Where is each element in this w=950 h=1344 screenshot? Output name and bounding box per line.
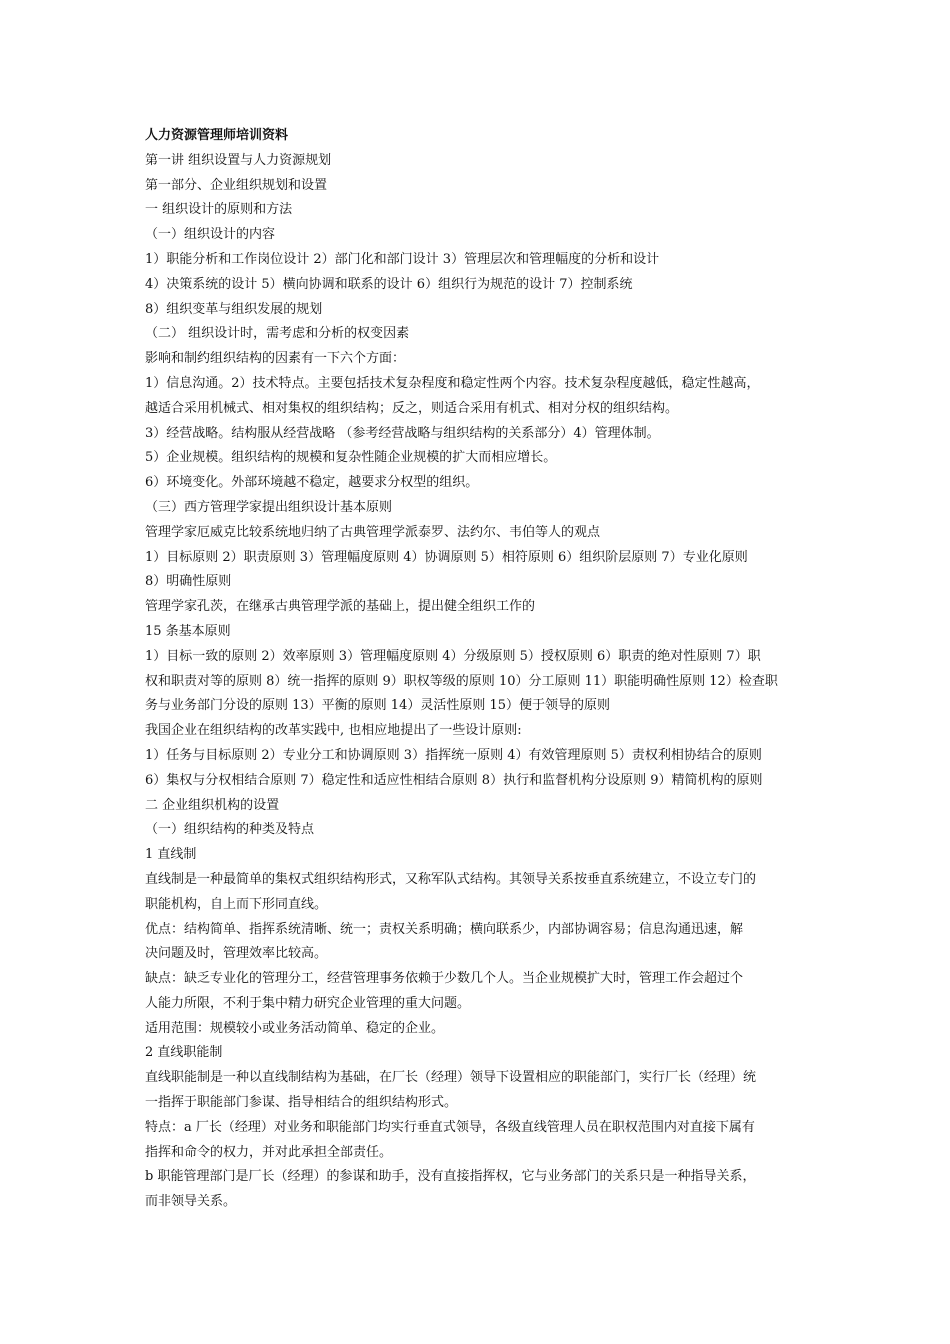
text-line: 1）目标原则 2）职责原则 3）管理幅度原则 4）协调原则 5）相符原则 6）组织阶层原则 7）专业化原则 [145, 549, 748, 565]
text-line: 8）明确性原则 [145, 574, 232, 590]
text-line: 特点：a 厂长（经理）对业务和职能部门均实行垂直式领导，各级直线管理人员在职权范围内对直接下属有 [145, 1119, 755, 1135]
text-line: 管理学家孔茨，在继承古典管理学派的基础上，提出健全组织工作的 [145, 599, 536, 615]
text-line: 8）组织变革与组织发展的规划 [145, 301, 323, 317]
text-line: 4）决策系统的设计 5）横向协调和联系的设计 6）组织行为规范的设计 7）控制系统 [145, 276, 633, 292]
document-lines [145, 149, 821, 1215]
text-line: 决问题及时，管理效率比较高。 [145, 946, 328, 962]
text-line: 一指挥于职能部门参谋、指导相结合的组织结构形式。 [145, 1095, 458, 1111]
text-line: 直线职能制是一种以直线制结构为基础，在厂长（经理）领导下设置相应的职能部门，实行厂长（经理）统 [145, 1070, 757, 1086]
text-line: （二） 组织设计时，需考虑和分析的权变因素 [145, 326, 410, 342]
text-line: 一 组织设计的原则和方法 [145, 202, 293, 218]
text-line: 5）企业规模。组织结构的规模和复杂性随企业规模的扩大而相应增长。 [145, 450, 557, 466]
text-line: 6）环境变化。外部环境越不稳定，越要求分权型的组织。 [145, 475, 479, 491]
text-line: 管理学家厄威克比较系统地归纳了古典管理学派泰罗、法约尔、韦伯等人的观点 [145, 524, 601, 540]
text-line: 而非领导关系。 [145, 1194, 237, 1210]
text-line: 2 直线职能制 [145, 1045, 223, 1061]
text-line: 二 企业组织机构的设置 [145, 797, 280, 813]
text-line: 6）集权与分权相结合原则 7）稳定性和适应性相结合原则 8）执行和监督机构分设原则 9）精简机构的原则 [145, 772, 763, 788]
text-line: 权和职责对等的原则 8）统一指挥的原则 9）职权等级的原则 10）分工原则 11）职能明确性原则 12）检查职 [145, 673, 778, 689]
text-line: 优点：结构简单、指挥系统清晰、统一；责权关系明确；横向联系少，内部协调容易；信息沟通迅速，解 [145, 921, 744, 937]
text-line: 影响和制约组织结构的因素有一下六个方面： [145, 351, 406, 367]
text-line: 职能机构，自上而下形同直线。 [145, 896, 328, 912]
text-line: 务与业务部门分设的原则 13）平衡的原则 14）灵活性原则 15）便于领导的原则 [145, 698, 611, 714]
text-line: 缺点：缺乏专业化的管理分工，经营管理事务依赖于少数几个人。当企业规模扩大时，管理工作会超过个 [145, 971, 744, 987]
text-line: 第一讲 组织设置与人力资源规划 [145, 152, 332, 168]
text-line: 1）任务与目标原则 2）专业分工和协调原则 3）指挥统一原则 4）有效管理原则 5）责权利相协结合的原则 [145, 747, 762, 763]
text-line: 15 条基本原则 [145, 623, 231, 639]
text-line: 直线制是一种最简单的集权式组织结构形式，又称军队式结构。其领导关系按垂直系统建立，不设立专门的 [145, 871, 757, 887]
text-line: 适用范围：规模较小或业务活动简单、稳定的企业。 [145, 1020, 445, 1036]
text-line: 人能力所限，不利于集中精力研究企业管理的重大问题。 [145, 995, 471, 1011]
text-line: 1 直线制 [145, 847, 197, 863]
document-body [145, 124, 821, 1215]
text-line: 1）目标一致的原则 2）效率原则 3）管理幅度原则 4）分级原则 5）授权原则 6）职责的绝对性原则 7）职 [145, 648, 761, 664]
text-line: 第一部分、企业组织规划和设置 [145, 177, 328, 193]
text-line: 1）职能分析和工作岗位设计 2）部门化和部门设计 3）管理层次和管理幅度的分析和设计 [145, 251, 660, 267]
text-line: （一）组织设计的内容 [145, 227, 276, 243]
text-line: 指挥和命令的权力，并对此承担全部责任。 [145, 1144, 393, 1160]
text-line: b 职能管理部门是厂长（经理）的参谋和助手，没有直接指挥权，它与业务部门的关系只是一种指导关系， [145, 1169, 756, 1185]
text-line: 3）经营战略。结构服从经营战略 （参考经营战略与组织结构的关系部分）4）管理体制。 [145, 425, 660, 441]
text-line: 1）信息沟通。2）技术特点。主要包括技术复杂程度和稳定性两个内容。技术复杂程度越低，稳定性越高， [145, 375, 760, 391]
text-line: （三）西方管理学家提出组织设计基本原则 [145, 499, 393, 515]
text-line: 越适合采用机械式、相对集权的组织结构；反之，则适合采用有机式、相对分权的组织结构。 [145, 400, 679, 416]
text-line: （一）组织结构的种类及特点 [145, 822, 315, 838]
text-line: 我国企业在组织结构的改革实践中, 也相应地提出了一些设计原则: [145, 723, 522, 739]
document-title: 人力资源管理师培训资料 [145, 128, 289, 143]
